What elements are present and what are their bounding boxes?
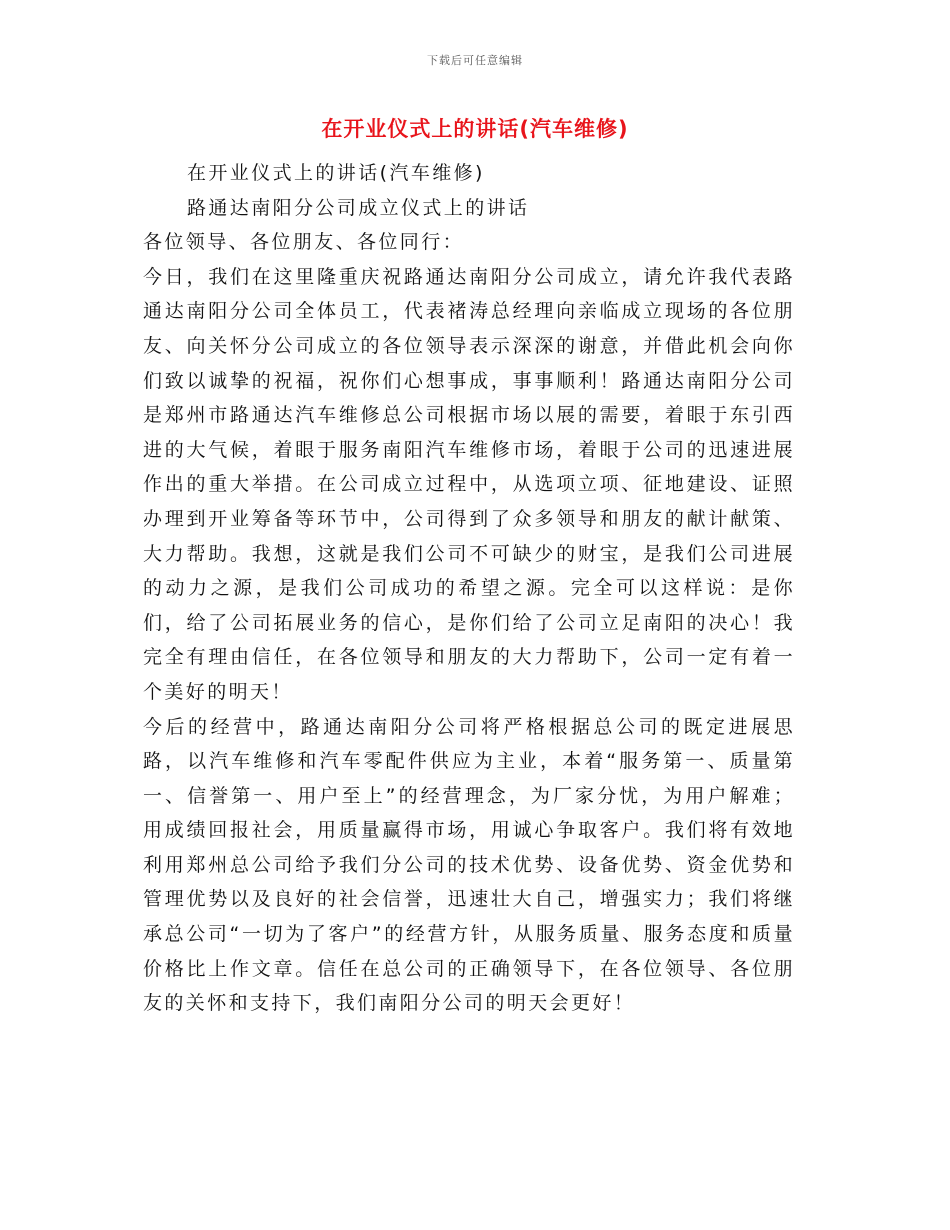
paragraph-1: 今日，我们在这里隆重庆祝路通达南阳分公司成立，请允许我代表路通达南阳分公司全体员工，代表褚涛总经理向亲临成立现场的各位朋友、向关怀分公司成立的各位领导表示深深的谢意，并借此机会向你们致以诚挚的祝福，祝你们心想事成，事事顺利！路通达南阳分公司是郑州市路通达汽车维修总公司根据市场以展的需要，着眼于东引西进的大气候，着眼于服务南阳汽车维修市场，着眼于公司的迅速进展作出的重大举措。在公司成立过程中，从选项立项、征地建设、证照办理到开业筹备等环节中，公司得到了众多领导和朋友的献计献策、大力帮助。我想，这就是我们公司不可缺少的财宝，是我们公司进展的动力之源，是我们公司成功的希望之源。完全可以这样说：是你们，给了公司拓展业务的信心，是你们给了公司立足南阳的决心！我完全有理由信任，在各位领导和朋友的大力帮助下，公司一定有着一个美好的明天！ xyxy=(143,265,795,703)
subtitle-line-1: 在开业仪式上的讲话(汽车维修) xyxy=(187,162,485,184)
page-header-note: 下载后可任意编辑 xyxy=(427,54,523,67)
document-body xyxy=(143,156,795,1021)
salutation: 各位领导、各位朋友、各位同行： xyxy=(143,231,465,254)
subtitle-line-2: 路通达南阳分公司成立仪式上的讲话 xyxy=(187,196,530,219)
paragraph-2: 今后的经营中，路通达南阳分公司将严格根据总公司的既定进展思路，以汽车维修和汽车零配件供应为主业，本着“服务第一、质量第一、信誉第一、用户至上”的经营理念，为厂家分忧，为用户解难；用成绩回报社会，用质量赢得市场，用诚心争取客户。我们将有效地利用郑州总公司给予我们分公司的技术优势、设备优势、资金优势和管理优势以及良好的社会信誉，迅速壮大自己，增强实力；我们将继承总公司“一切为了客户”的经营方针，从服务质量、服务态度和质量价格比上作文章。信任在总公司的正确领导下，在各位领导、各位朋友的关怀和支持下，我们南阳分公司的明天会更好！ xyxy=(143,715,795,1015)
document-title: 在开业仪式上的讲话(汽车维修) xyxy=(321,117,629,141)
